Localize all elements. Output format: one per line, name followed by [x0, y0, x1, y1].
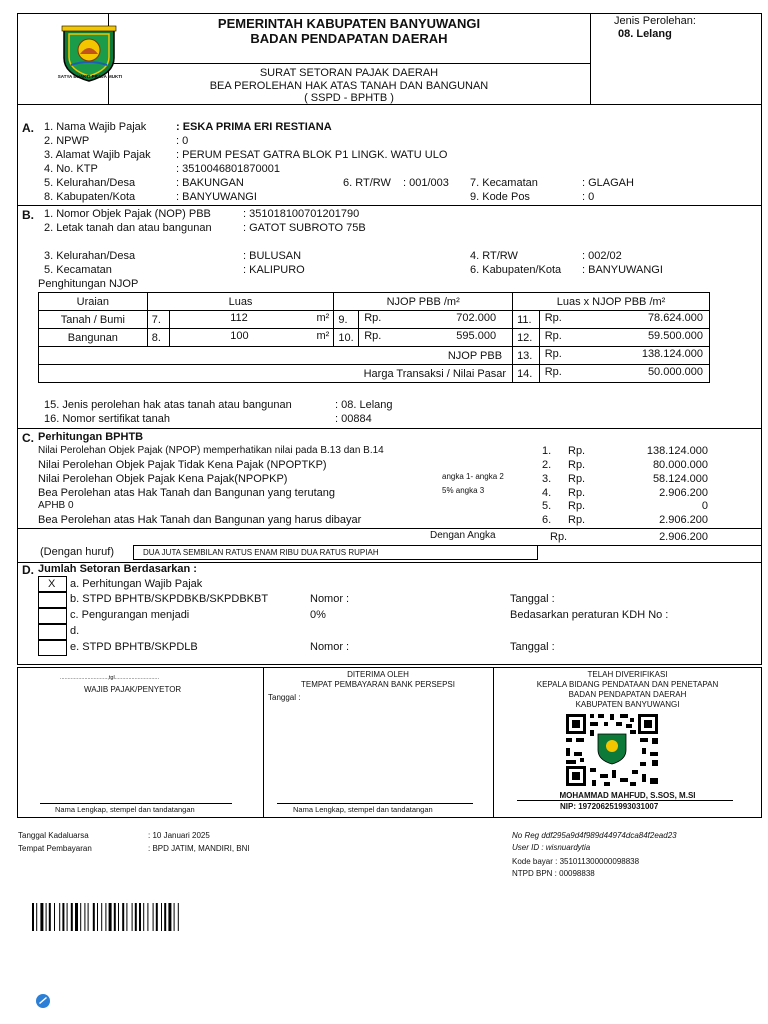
dengan-huruf-label: (Dengan huruf) [40, 546, 114, 558]
b-jenis-value: : 08. Lelang [335, 399, 393, 411]
col-luas-x-njop: Luas x NJOP PBB /m² [513, 293, 710, 311]
payment-barcode [32, 903, 232, 931]
checkbox-e[interactable] [38, 640, 67, 656]
col-uraian: Uraian [39, 293, 148, 311]
c-row-label: Bea Perolehan atas Hak Tanah dan Bangunan yang harus dibayar [38, 514, 362, 526]
b-nop-label: 1. Nomor Objek Pajak (NOP) PBB [44, 208, 211, 220]
d-c-dasar: Bedasarkan peraturan KDH No : [510, 609, 669, 621]
c-row-value: 58.124.000 [652, 473, 708, 485]
a-kab-value: : BANYUWANGI [176, 191, 257, 203]
njop-value: 702.000 [456, 312, 497, 324]
total-value: 50.000.000 [647, 366, 703, 378]
a-alamat-value: : PERUM PESAT GATRA BLOK P1 LINGK. WATU ULO [176, 149, 448, 161]
row-num: 13. [513, 347, 540, 365]
luas-value: 100 [230, 330, 249, 342]
b-kab-value: : BANYUWANGI [582, 264, 663, 276]
table-row [39, 311, 710, 329]
a-nama-value: : ESKA PRIMA ERI RESTIANA [176, 121, 332, 133]
row-num: 8. [147, 329, 170, 347]
a-ktp-label: 4. No. KTP [44, 163, 98, 175]
sig-right-t4: KABUPATEN BANYUWANGI [575, 700, 680, 709]
jenis-perolehan-label: Jenis Perolehan: [614, 15, 696, 27]
row-num: 9. [334, 311, 359, 329]
sig-right-t2: KEPALA BIDANG PENDATAAN DAN PENETAPAN [536, 680, 719, 689]
c-row-num: 4. [542, 487, 552, 499]
a-rtrw-label: 6. RT/RW [343, 177, 391, 189]
row-name: Bangunan [39, 329, 148, 347]
verification-qr-code [564, 712, 660, 788]
total-value: 138.124.000 [641, 348, 703, 360]
c-row-num: 6. [542, 514, 552, 526]
sig-left-foot: Nama Lengkap, stempel dan tandatangan [55, 805, 195, 814]
total-value: 59.500.000 [647, 330, 703, 342]
col-luas: Luas [147, 293, 334, 311]
d-title: Jumlah Setoran Berdasarkan : [38, 563, 197, 575]
row-num: 10. [334, 329, 359, 347]
no-reg: No Reg ddf295a9d4f989d44974dca84f2ead23 [512, 831, 677, 840]
dengan-angka-value: 2.906.200 [659, 531, 708, 543]
c-row-label: Nilai Perolehan Objek Pajak Tidak Kena Pajak (NPOPTKP) [38, 459, 327, 471]
logo-caption: SATYA BHAKTI PRAJA MUKTI [57, 74, 123, 79]
row-num: 11. [513, 311, 540, 329]
a-nama-label: 1. Nama Wajib Pajak [44, 121, 147, 133]
sig-mid-foot: Nama Lengkap, stempel dan tandatangan [293, 805, 433, 814]
b-njop-heading: Penghitungan NJOP [38, 278, 139, 290]
a-npwp-label: 2. NPWP [44, 135, 90, 147]
c-row-value: 0 [701, 500, 708, 512]
luas-unit: m² [316, 330, 330, 342]
njop-table [38, 292, 710, 383]
total-value: 78.624.000 [647, 312, 703, 324]
dengan-huruf-value: DUA JUTA SEMBILAN RATUS ENAM RIBU DUA RATUS RUPIAH [143, 548, 379, 557]
b-kel-label: 3. Kelurahan/Desa [44, 250, 136, 262]
c-row-rp: Rp. [568, 445, 586, 457]
sig-mid-tanggal: Tanggal : [268, 693, 301, 702]
section-b-letter: B. [22, 208, 34, 222]
row-num: 7. [147, 311, 170, 329]
luas-cell [170, 311, 334, 329]
b-sert-value: : 00884 [335, 413, 372, 425]
checkbox-d[interactable] [38, 624, 67, 640]
kode-bayar: Kode bayar : 351011300000098838 [512, 857, 640, 866]
njop-cell [359, 311, 513, 329]
b-jenis-label: 15. Jenis perolehan hak atas tanah atau bangunan [44, 399, 292, 411]
d-b-tanggal: Tanggal : [510, 593, 555, 605]
sig-left-title: WAJIB PAJAK/PENYETOR [84, 685, 182, 694]
a-pos-label: 9. Kode Pos [470, 191, 530, 203]
dengan-angka-rp: Rp. [550, 531, 568, 543]
doc-title-line1: SURAT SETORAN PAJAK DAERAH [259, 67, 439, 79]
a-kec-label: 7. Kecamatan [470, 177, 538, 189]
sig-right-t1: TELAH DIVERIFIKASI [587, 670, 668, 679]
doc-title-line2: BEA PEROLEHAN HAK ATAS TANAH DAN BANGUNAN [209, 80, 489, 92]
table-row [39, 347, 710, 365]
c-row-num: 2. [542, 459, 552, 471]
total-cell [539, 329, 709, 347]
sig-right-t3: BADAN PENDAPATAN DAERAH [568, 690, 687, 699]
table-row [39, 365, 710, 383]
c-row-value: 80.000.000 [652, 459, 708, 471]
total-cell [539, 311, 709, 329]
gov-title-line1: PEMERINTAH KABUPATEN BANYUWANGI [217, 16, 481, 31]
gov-title-line2: BADAN PENDAPATAN DAERAH [250, 31, 448, 46]
table-row [39, 329, 710, 347]
a-kab-label: 8. Kabupaten/Kota [44, 191, 136, 203]
c-row-label: Nilai Perolehan Objek Pajak Kena Pajak(NPOPKP) [38, 473, 288, 485]
c-row-rp: Rp. [568, 487, 586, 499]
b-sert-label: 16. Nomor sertifikat tanah [44, 413, 170, 425]
rp-label: Rp. [364, 330, 382, 342]
c-row-num: 5. [542, 500, 552, 512]
a-kel-value: : BAKUNGAN [176, 177, 244, 189]
d-b-text: b. STPD BPHTB/SKPDBKB/SKPDBKBT [70, 593, 269, 605]
c-row-label: Bea Perolehan atas Hak Tanah dan Bangunan yang terutang [38, 487, 336, 499]
a-kel-label: 5. Kelurahan/Desa [44, 177, 136, 189]
b-rtrw-label: 4. RT/RW [470, 250, 518, 262]
c-row-value: 2.906.200 [659, 514, 708, 526]
jenis-perolehan-value: 08. Lelang [618, 28, 672, 40]
c-row-num: 3. [542, 473, 552, 485]
d-b-nomor: Nomor : [310, 593, 350, 605]
d-e-nomor: Nomor : [310, 641, 350, 653]
a-kec-value: : GLAGAH [582, 177, 634, 189]
c-row-label: APHB 0 [38, 500, 74, 511]
c-row-value: 138.124.000 [646, 445, 708, 457]
c-row-rp: Rp. [568, 514, 586, 526]
njop-header-row [39, 293, 710, 311]
app-badge-icon [35, 993, 51, 1009]
luas-unit: m² [316, 312, 330, 324]
d-c-pct: 0% [310, 609, 326, 621]
a-pos-value: : 0 [582, 191, 595, 203]
dengan-angka-label: Dengan Angka [430, 530, 496, 541]
total-cell [539, 365, 709, 383]
sig-left-tgl: ...............................,tgl............................. [60, 675, 160, 681]
row-num: 14. [513, 365, 540, 383]
checkbox-a-mark: X [48, 578, 56, 590]
d-e-text: e. STPD BPHTB/SKPDLB [70, 641, 198, 653]
c-row-note: 5% angka 3 [442, 486, 485, 495]
b-kec-value: : KALIPURO [243, 264, 305, 276]
section-c-letter: C. [22, 431, 34, 445]
total-cell [539, 347, 709, 365]
njop-cell [359, 329, 513, 347]
c-row-rp: Rp. [568, 473, 586, 485]
section-a-letter: A. [22, 121, 34, 135]
rp-label: Rp. [544, 312, 562, 324]
checkbox-c[interactable] [38, 608, 67, 624]
d-e-tanggal: Tanggal : [510, 641, 555, 653]
a-npwp-value: : 0 [176, 135, 189, 147]
checkbox-b[interactable] [38, 592, 67, 608]
rp-label: Rp. [544, 348, 562, 360]
sig-mid-title1: DITERIMA OLEH [347, 670, 409, 679]
user-id: User ID : wisnuardytia [512, 843, 591, 852]
c-row-rp: Rp. [568, 500, 586, 512]
row-num: 12. [513, 329, 540, 347]
tempat-value: : BPD JATIM, MANDIRI, BNI [148, 844, 250, 853]
njop-pbb-label: NJOP PBB [39, 347, 513, 365]
c-row-label: Nilai Perolehan Objek Pajak (NPOP) memperhatikan nilai pada B.13 dan B.14 [38, 445, 384, 456]
luas-cell [170, 329, 334, 347]
c-title: Perhitungan BPHTB [38, 431, 144, 443]
a-alamat-label: 3. Alamat Wajib Pajak [44, 149, 151, 161]
njop-value: 595.000 [456, 330, 497, 342]
c-row-num: 1. [542, 445, 552, 457]
section-d-letter: D. [22, 563, 34, 577]
d-a-text: a. Perhitungan Wajib Pajak [70, 578, 203, 590]
tempat-label: Tempat Pembayaran [18, 844, 92, 853]
rp-label: Rp. [544, 330, 562, 342]
ntpd-bpn: NTPD BPN : 00098838 [512, 869, 595, 878]
kadaluarsa-value: : 10 Januari 2025 [148, 831, 210, 840]
row-name: Tanah / Bumi [39, 311, 148, 329]
a-rtrw-value: : 001/003 [403, 177, 449, 189]
sig-mid-title2: TEMPAT PEMBAYARAN BANK PERSEPSI [301, 680, 455, 689]
b-letak-label: 2. Letak tanah dan atau bangunan [44, 222, 212, 234]
b-nop-value: : 351018100701201790 [243, 208, 360, 220]
a-ktp-value: : 3510046801870001 [176, 163, 280, 175]
b-letak-value: : GATOT SUBROTO 75B [243, 222, 366, 234]
c-row-value: 2.906.200 [659, 487, 708, 499]
b-kab-label: 6. Kabupaten/Kota [470, 264, 562, 276]
d-d-text: d. [70, 625, 80, 637]
sig-right-name: MOHAMMAD MAHFUD, S.SOS, M.SI [559, 791, 696, 800]
rp-label: Rp. [364, 312, 382, 324]
rp-label: Rp. [544, 366, 562, 378]
b-kec-label: 5. Kecamatan [44, 264, 112, 276]
harga-transaksi-label: Harga Transaksi / Nilai Pasar [39, 365, 513, 383]
d-c-text: c. Pengurangan menjadi [70, 609, 190, 621]
c-row-note: angka 1- angka 2 [442, 472, 504, 481]
col-njop: NJOP PBB /m² [334, 293, 513, 311]
b-rtrw-value: : 002/02 [582, 250, 622, 262]
b-kel-value: : BULUSAN [243, 250, 302, 262]
c-row-rp: Rp. [568, 459, 586, 471]
luas-value: 112 [230, 312, 248, 324]
kadaluarsa-label: Tanggal Kadaluarsa [18, 831, 89, 840]
doc-title-line3: ( SSPD - BPHTB ) [304, 92, 394, 104]
sig-right-nip: NIP: 197206251993031007 [560, 802, 659, 811]
